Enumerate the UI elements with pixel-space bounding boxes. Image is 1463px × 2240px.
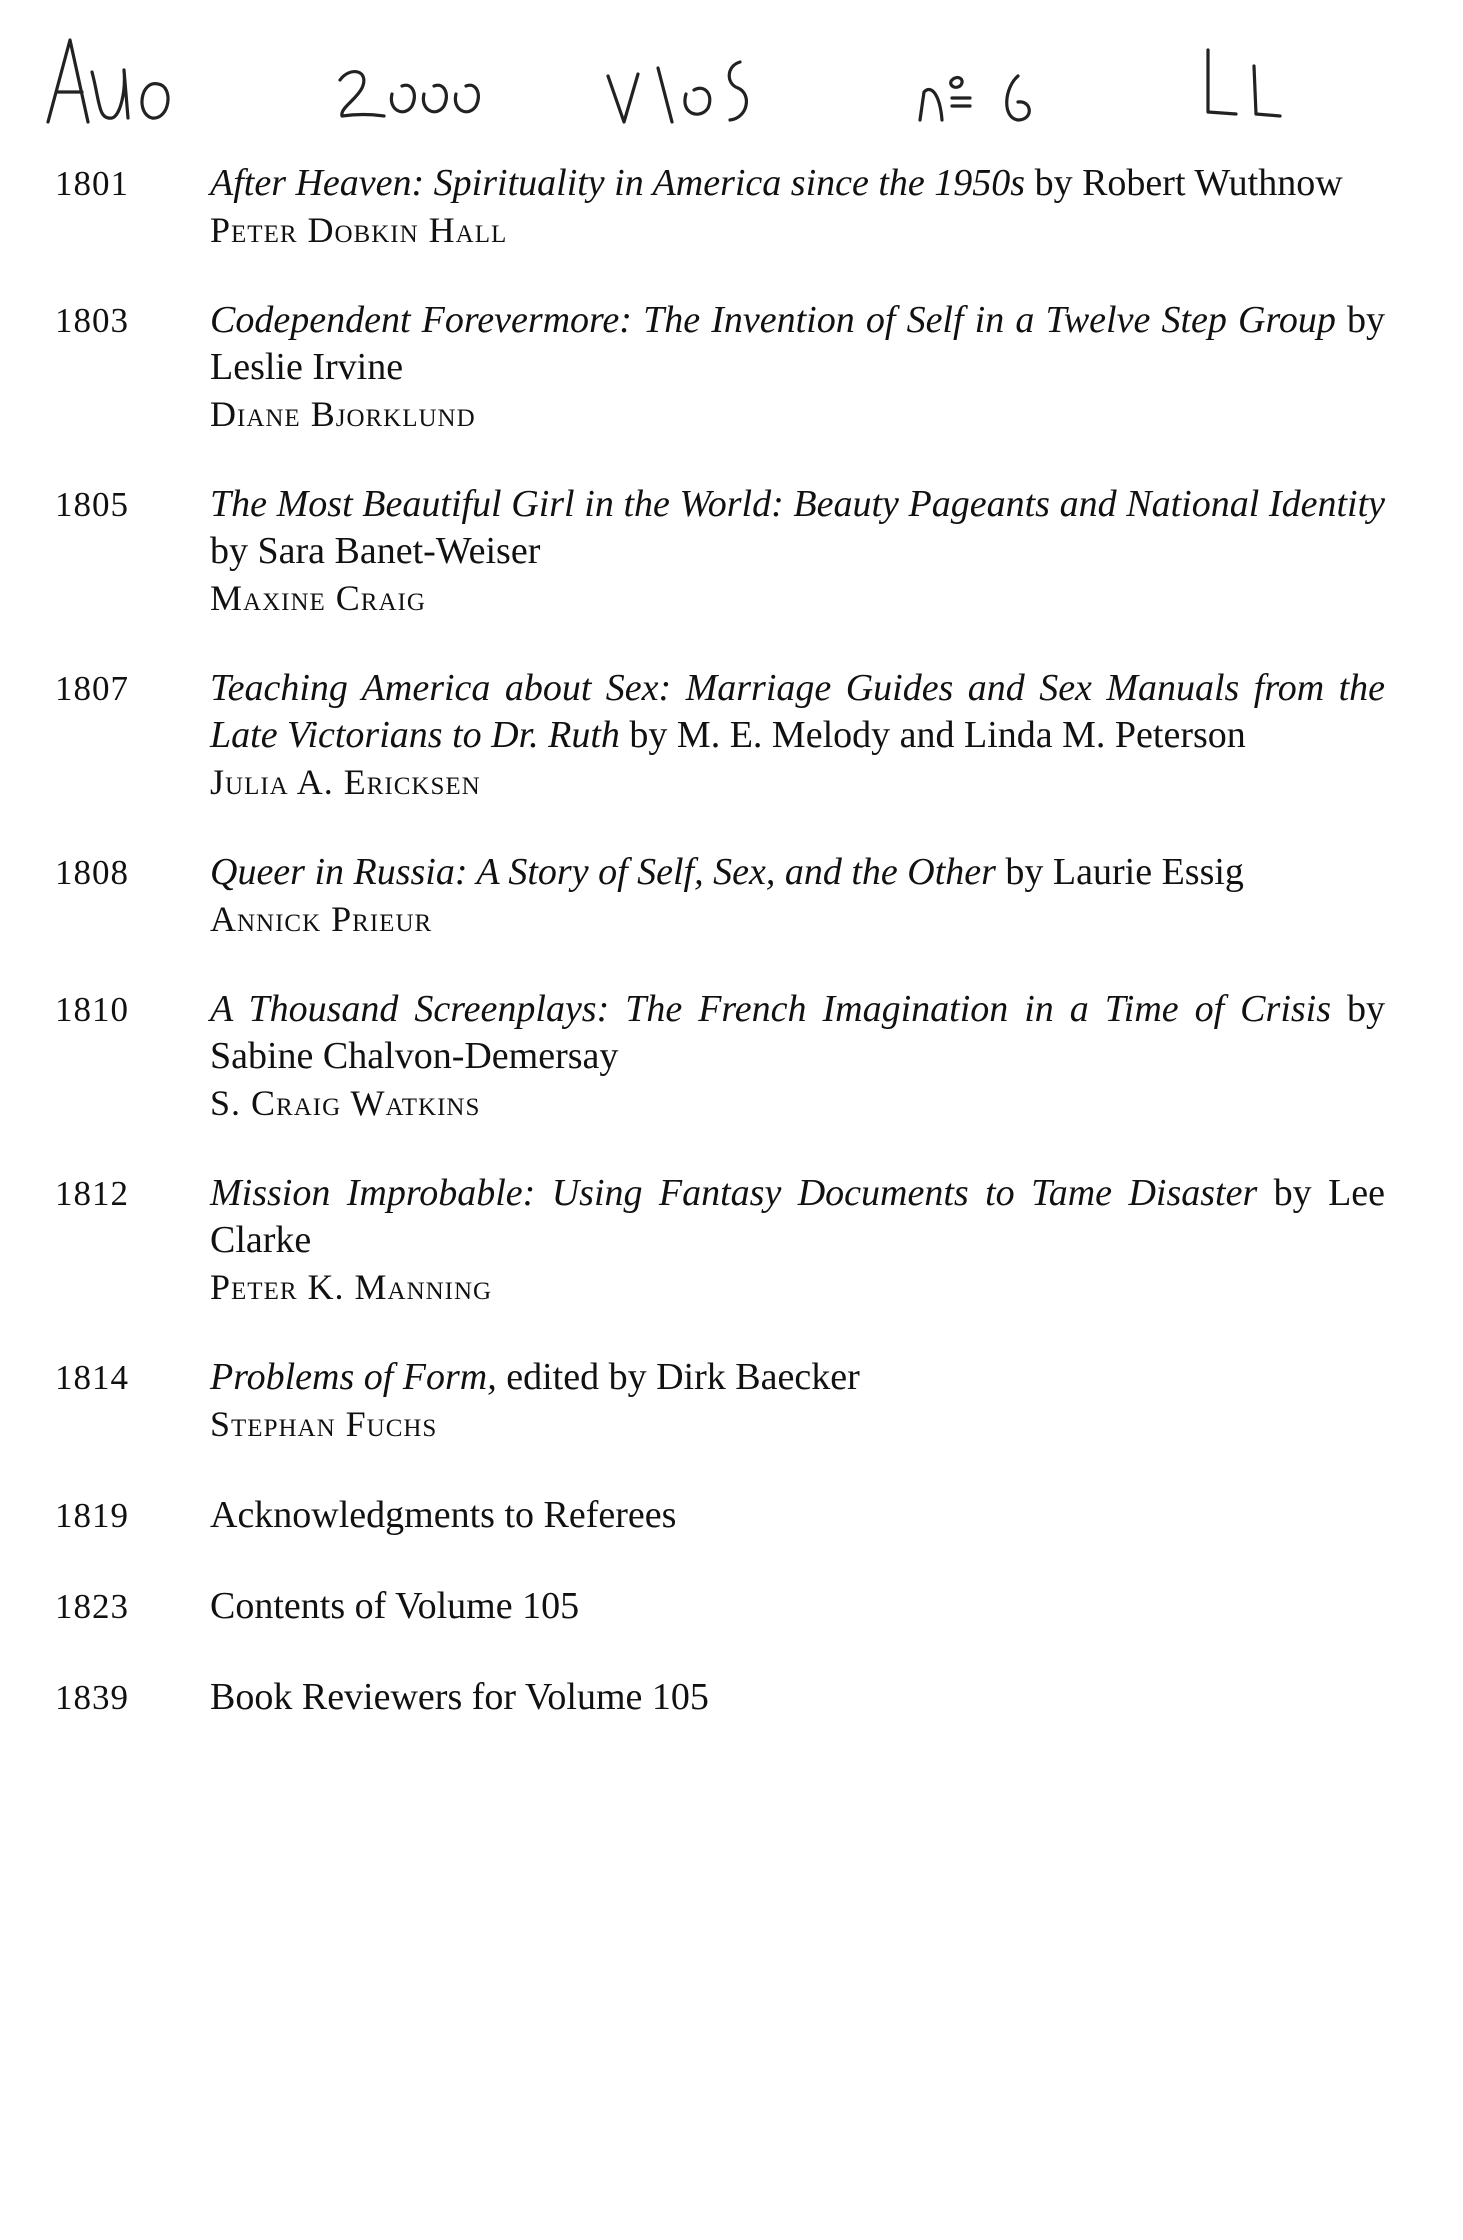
book-author: Lee Clarke (210, 1172, 1386, 1261)
page-number: 1807 (55, 669, 129, 708)
toc-entry (55, 160, 1385, 254)
book-citation (210, 1354, 1385, 1401)
page-number: 1803 (55, 301, 129, 340)
section-label: Acknowledgments to Referees (210, 1494, 677, 1536)
reviewer-name: Peter K. Manning (210, 1267, 493, 1307)
reviewer-name: Diane Bjorklund (210, 394, 476, 434)
citation-joiner: by (1257, 1172, 1329, 1214)
book-citation (210, 665, 1385, 759)
book-title: A Thousand Screenplays: The French Imagination in a Time of Crisis (210, 988, 1332, 1030)
toc-entry (55, 849, 1385, 943)
reviewer-name: S. Craig Watkins (210, 1083, 481, 1123)
page-number: 1823 (55, 1587, 129, 1626)
citation-joiner: edited by (496, 1356, 657, 1398)
book-title: Teaching America about Sex: Marriage Guides and Sex Manuals from the Late Victorians to Dr. Ruth (210, 667, 1385, 756)
reviewer-name: Annick Prieur (210, 899, 433, 939)
page-number: 1805 (55, 485, 129, 524)
book-citation (210, 849, 1385, 896)
handwritten-annotation (40, 22, 1320, 152)
book-author: Robert Wuthnow (1082, 162, 1343, 204)
citation-joiner: by (210, 530, 258, 572)
toc-entry (55, 297, 1385, 438)
book-title: After Heaven: Spirituality in America since the 1950s (210, 162, 1026, 204)
toc-entry (55, 1170, 1385, 1311)
table-of-contents (55, 160, 1385, 1721)
page-number: 1801 (55, 164, 129, 203)
book-title: Mission Improbable: Using Fantasy Documents to Tame Disaster (210, 1172, 1258, 1214)
book-title: Queer in Russia: A Story of Self, Sex, and the Other (210, 851, 996, 893)
toc-entry-back-matter (55, 1674, 1385, 1721)
book-title: Problems of Form, (210, 1356, 497, 1398)
toc-entry-back-matter (55, 1492, 1385, 1539)
section-label: Book Reviewers for Volume 105 (210, 1676, 709, 1718)
reviewer-name: Julia A. Ericksen (210, 762, 481, 802)
section-label: Contents of Volume 105 (210, 1585, 580, 1627)
book-citation (210, 1170, 1385, 1264)
reviewer-name: Peter Dobkin Hall (210, 210, 508, 250)
book-author: Sara Banet-Weiser (257, 530, 541, 572)
citation-joiner: by (995, 851, 1053, 893)
page-number: 1814 (55, 1358, 129, 1397)
reviewer-name: Stephan Fuchs (210, 1404, 438, 1444)
page-number: 1810 (55, 990, 129, 1029)
book-citation (210, 160, 1385, 207)
page-number: 1808 (55, 853, 129, 892)
page-number: 1819 (55, 1496, 129, 1535)
toc-entry (55, 665, 1385, 806)
book-title: The Most Beautiful Girl in the World: Beauty Pageants and National Identity (210, 483, 1385, 525)
reviewer-name: Maxine Craig (210, 578, 426, 618)
citation-joiner: by (1025, 162, 1083, 204)
book-citation (210, 986, 1385, 1080)
book-title: Codependent Forevermore: The Invention of Self in a Twelve Step Group (210, 299, 1336, 341)
book-author: Sabine Chalvon-Demersay (210, 1035, 619, 1077)
citation-joiner: by (1331, 988, 1385, 1030)
toc-entry (55, 1354, 1385, 1448)
citation-joiner: by (619, 714, 677, 756)
page-number: 1812 (55, 1174, 129, 1213)
book-citation (210, 297, 1385, 391)
toc-entry (55, 986, 1385, 1127)
citation-joiner: by (1335, 299, 1385, 341)
book-author: Dirk Baecker (656, 1356, 860, 1398)
book-citation (210, 481, 1385, 575)
page-number: 1839 (55, 1678, 129, 1717)
book-author: Leslie Irvine (210, 346, 404, 388)
toc-entry-back-matter (55, 1583, 1385, 1630)
toc-entry (55, 481, 1385, 622)
book-author: M. E. Melody and Linda M. Peterson (676, 714, 1246, 756)
book-author: Laurie Essig (1052, 851, 1244, 893)
